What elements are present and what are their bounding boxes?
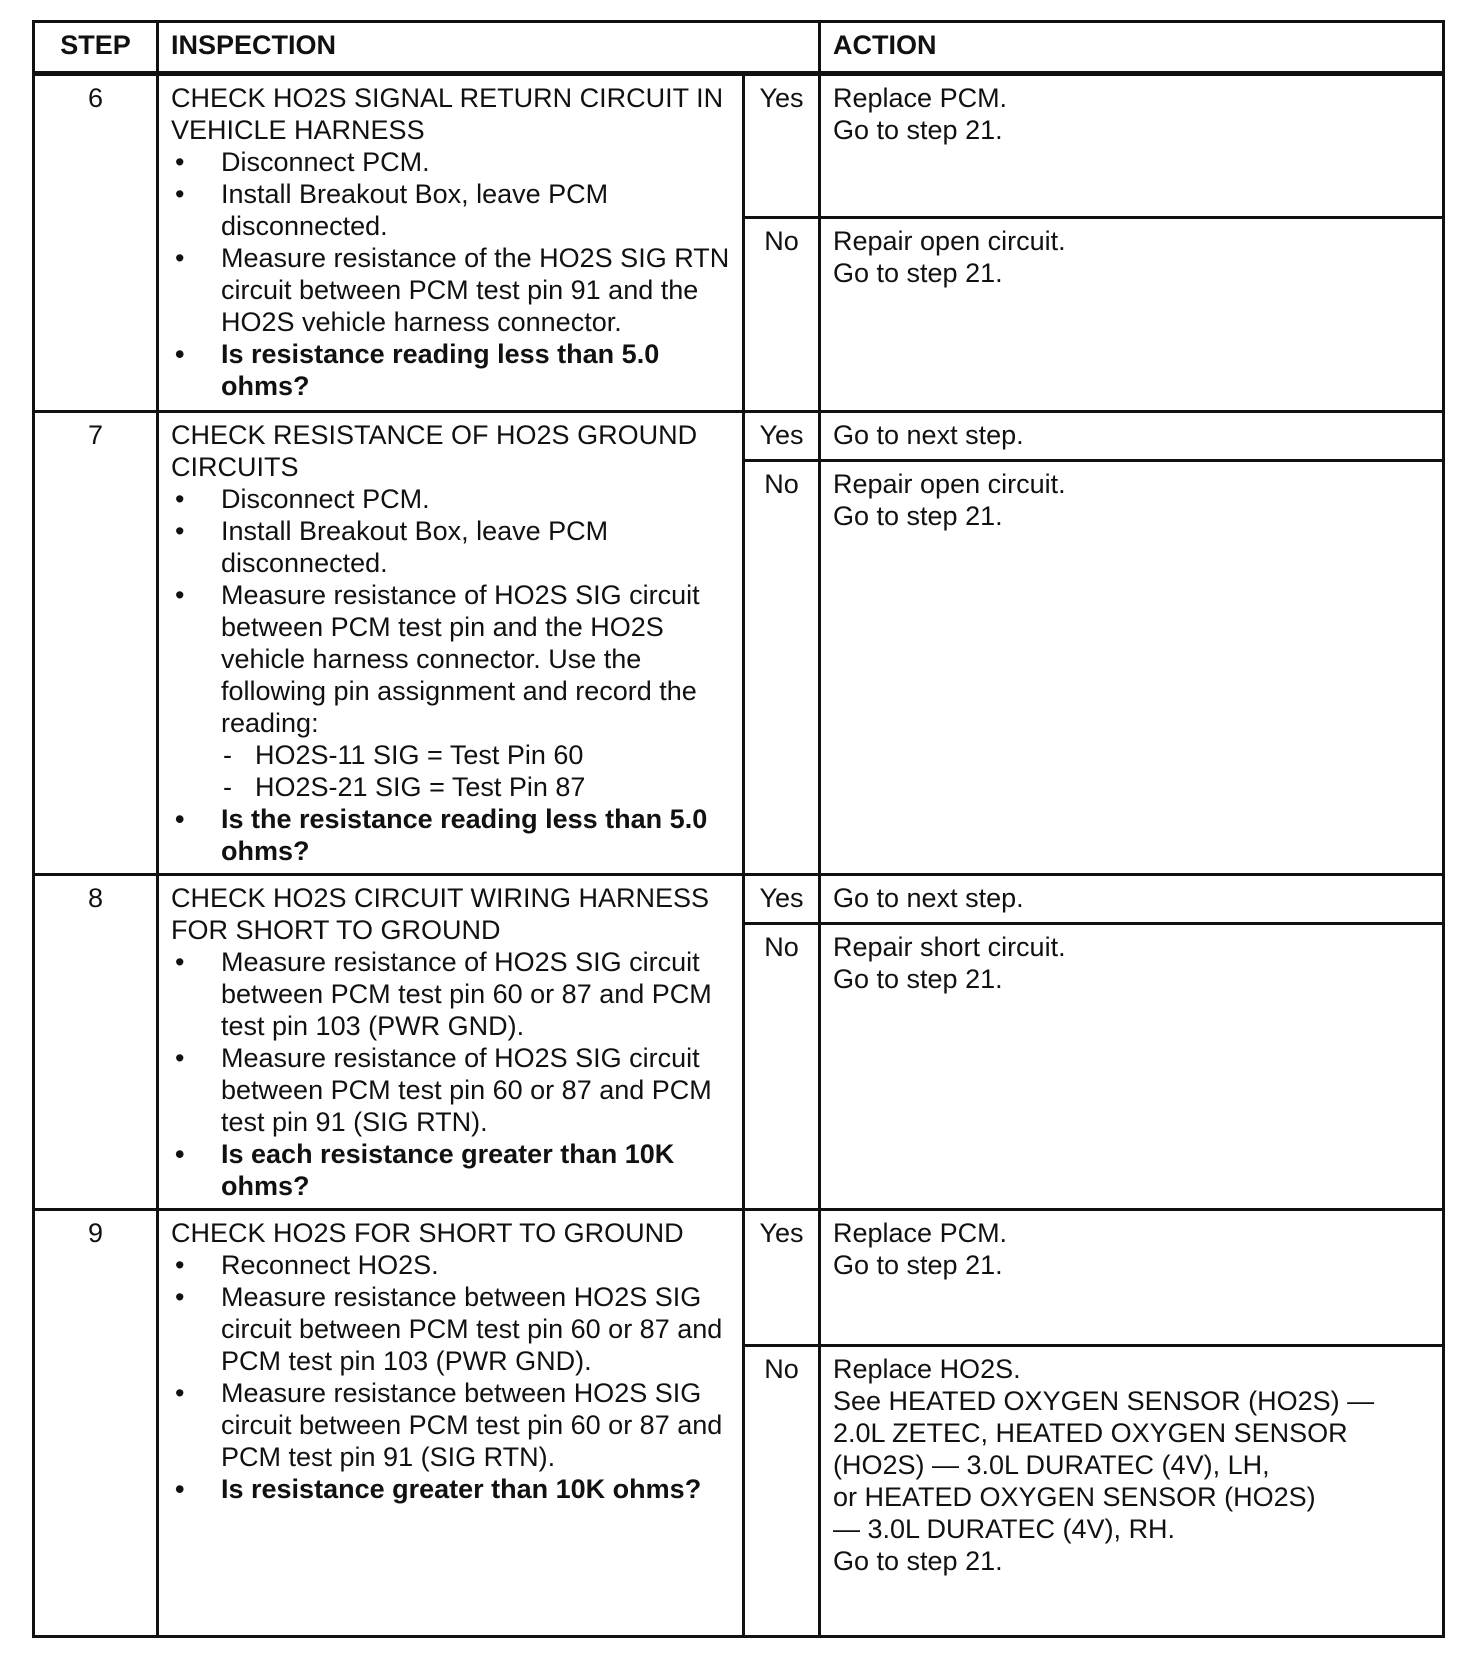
step-number: 7: [34, 412, 158, 875]
inspection-step: • Disconnect PCM.: [171, 146, 730, 178]
yes-action: [820, 875, 1444, 924]
table-row-step-9-yes: [34, 1210, 1444, 1346]
no-action: [820, 218, 1444, 412]
diagnostic-table: [32, 20, 1445, 1638]
action-line: See HEATED OXYGEN SENSOR (HO2S) —: [833, 1386, 1375, 1416]
action-line: Go to step 21.: [833, 115, 1003, 145]
inspection-steps: [171, 483, 730, 867]
yes-label: Yes: [744, 412, 820, 461]
inspection-header: INSPECTION: [158, 22, 820, 74]
inspection-question: • Is resistance reading less than 5.0 ohms?: [171, 338, 730, 402]
yes-action: [820, 412, 1444, 461]
inspection-step: • Measure resistance of HO2S SIG circuit between PCM test pin 60 or 87 and PCM test pin 103 (PWR GND).: [171, 946, 730, 1042]
inspection-cell: [158, 412, 744, 875]
inspection-step: • Install Breakout Box, leave PCM disconnected.: [171, 515, 730, 579]
inspection-cell: [158, 875, 744, 1210]
yes-label: Yes: [744, 1210, 820, 1346]
table-row-step-8-yes: [34, 875, 1444, 924]
no-label: No: [744, 924, 820, 1210]
inspection-step: • Measure resistance of the HO2S SIG RTN circuit between PCM test pin 91 and the HO2S vehicle harness connector.: [171, 242, 730, 338]
action-line: Go to step 21.: [833, 964, 1003, 995]
action-line: or HEATED OXYGEN SENSOR (HO2S): [833, 1482, 1316, 1512]
action-header: ACTION: [820, 22, 1444, 74]
no-label: No: [744, 218, 820, 412]
action-line: 2.0L ZETEC, HEATED OXYGEN SENSOR: [833, 1418, 1348, 1448]
action-line: Replace PCM.: [833, 83, 1008, 113]
table-header-row: [34, 22, 1444, 74]
action-line: — 3.0L DURATEC (4V), RH.: [833, 1514, 1176, 1544]
inspection-step: • Install Breakout Box, leave PCM disconnected.: [171, 178, 730, 242]
yes-label: Yes: [744, 74, 820, 218]
no-action: [820, 924, 1444, 1210]
pin-assignments: [221, 739, 730, 803]
action-line: Repair short circuit.: [833, 932, 1066, 963]
inspection-cell: [158, 74, 744, 412]
table-row-step-7-yes: [34, 412, 1444, 461]
step-number: 6: [34, 74, 158, 412]
action-line: Go to next step.: [833, 420, 1024, 450]
action-line: Go to next step.: [833, 883, 1024, 913]
inspection-question: • Is each resistance greater than 10K ohms?: [171, 1138, 730, 1202]
step-number: 8: [34, 875, 158, 1210]
inspection-cell: [158, 1210, 744, 1637]
no-label: No: [744, 460, 820, 874]
inspection-title: CHECK HO2S CIRCUIT WIRING HARNESS FOR SHORT TO GROUND: [171, 883, 710, 945]
step-header: STEP: [34, 22, 158, 74]
action-line: Repair open circuit.: [833, 468, 1066, 499]
step-number: 9: [34, 1210, 158, 1637]
diagnostic-table-page: [32, 20, 1442, 1638]
inspection-step: • Disconnect PCM.: [171, 483, 730, 515]
yes-action: [820, 74, 1444, 218]
inspection-step: • Measure resistance between HO2S SIG circuit between PCM test pin 60 or 87 and PCM test pin 91 (SIG RTN).: [171, 1377, 730, 1473]
pin-assignment: - HO2S-11 SIG = Test Pin 60: [221, 739, 730, 771]
table-row-step-6-yes: [34, 74, 1444, 218]
inspection-step: • Measure resistance of HO2S SIG circuit between PCM test pin 60 or 87 and PCM test pin 91 (SIG RTN).: [171, 1042, 730, 1138]
action-line: Replace HO2S.: [833, 1354, 1021, 1384]
inspection-title: CHECK RESISTANCE OF HO2S GROUND CIRCUITS: [171, 420, 698, 482]
inspection-step: • Measure resistance between HO2S SIG circuit between PCM test pin 60 or 87 and PCM test pin 103 (PWR GND).: [171, 1281, 730, 1377]
yes-label: Yes: [744, 875, 820, 924]
inspection-question: • Is the resistance reading less than 5.0 ohms?: [171, 803, 730, 867]
inspection-title: CHECK HO2S SIGNAL RETURN CIRCUIT IN VEHICLE HARNESS: [171, 83, 724, 145]
inspection-title: CHECK HO2S FOR SHORT TO GROUND: [171, 1218, 684, 1248]
no-action: [820, 460, 1444, 874]
inspection-step-text: Measure resistance of HO2S SIG circuit between PCM test pin and the HO2S vehicle harness connector. Use the following pin assignment and record the reading:: [221, 580, 700, 738]
action-line: Go to step 21.: [833, 1546, 1003, 1576]
action-line: Go to step 21.: [833, 500, 1003, 531]
no-action: [820, 1346, 1444, 1637]
inspection-steps: [171, 1249, 730, 1505]
inspection-step: • Reconnect HO2S.: [171, 1249, 730, 1281]
action-line: (HO2S) — 3.0L DURATEC (4V), LH,: [833, 1450, 1270, 1480]
action-line: Go to step 21.: [833, 258, 1003, 288]
no-label: No: [744, 1346, 820, 1637]
action-line: Go to step 21.: [833, 1250, 1003, 1280]
pin-assignment: - HO2S-21 SIG = Test Pin 87: [221, 771, 730, 803]
inspection-steps: [171, 146, 730, 402]
inspection-step: [171, 579, 730, 803]
action-line: Replace PCM.: [833, 1218, 1008, 1248]
action-line: Repair open circuit.: [833, 226, 1066, 256]
yes-action: [820, 1210, 1444, 1346]
inspection-question: • Is resistance greater than 10K ohms?: [171, 1473, 730, 1505]
inspection-steps: [171, 946, 730, 1202]
